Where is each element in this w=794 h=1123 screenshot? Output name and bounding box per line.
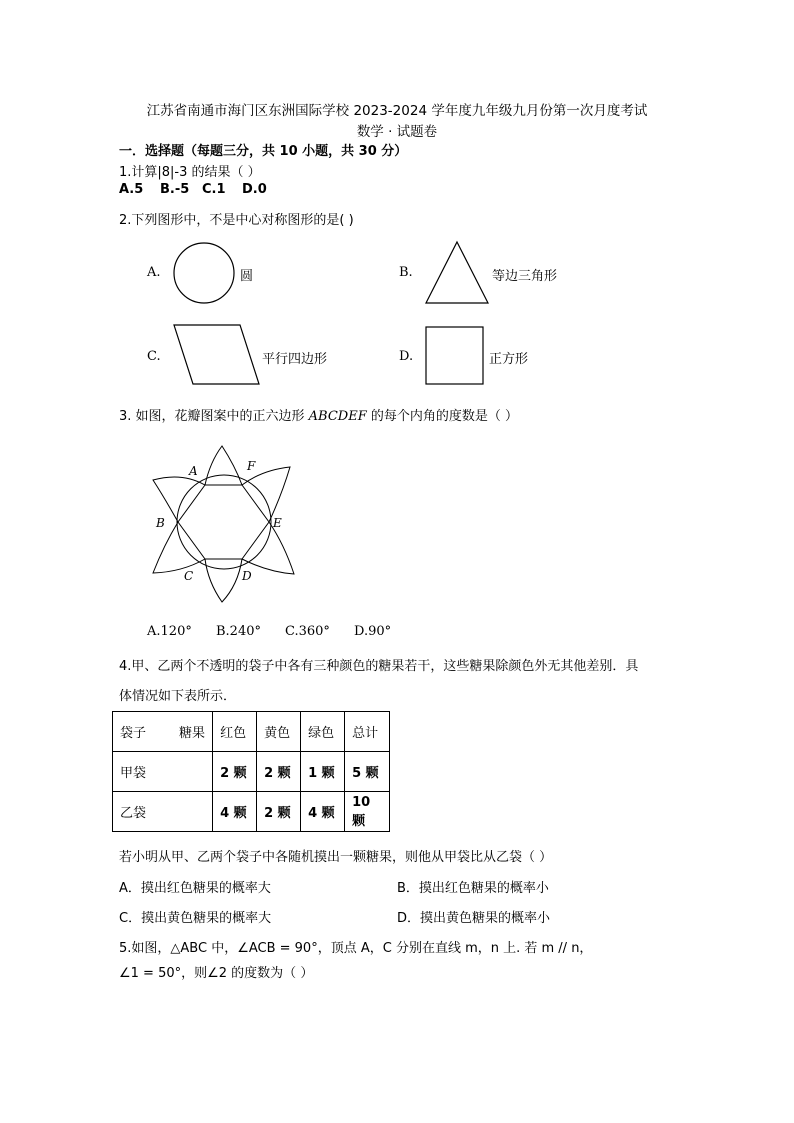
q2-option-b-label: 等边三角形 bbox=[492, 269, 558, 284]
q3-option-d: D.90° bbox=[354, 624, 392, 639]
q4-option-b: B．摸出红色糖果的概率小 bbox=[397, 881, 549, 896]
q2-option-c-letter: C. bbox=[147, 349, 161, 364]
q2-option-a-label: 圆 bbox=[240, 269, 254, 284]
q1-option-b: B.-5 bbox=[160, 182, 190, 197]
q2-option-b-letter: B. bbox=[399, 265, 413, 280]
table-cell: 10 颗 bbox=[345, 792, 390, 832]
q4-option-a: A．摸出红色糖果的概率大 bbox=[119, 881, 271, 896]
exam-subtitle: 数学 · 试题卷 bbox=[356, 124, 438, 140]
q1-option-c: C.1 bbox=[202, 182, 226, 197]
q1-stem: 1.计算|8|-3 的结果（ ） bbox=[119, 165, 261, 180]
q3-stem-suffix: 的每个内角的度数是（ ） bbox=[366, 409, 518, 424]
table-header-cell: 红色 bbox=[213, 712, 257, 752]
q3-stem-prefix: 3. 如图，花瓣图案中的正六边形 bbox=[119, 409, 309, 424]
table-cell: 甲袋 bbox=[113, 752, 213, 792]
q5-line2: ∠1 = 50°，则∠2 的度数为（ ） bbox=[119, 966, 314, 981]
q1-option-a: A.5 bbox=[119, 182, 144, 197]
q4-option-c: C．摸出黄色糖果的概率大 bbox=[119, 911, 272, 926]
table-cell: 4 颗 bbox=[213, 792, 257, 832]
table-header-row bbox=[113, 712, 390, 752]
table-cell: 2 颗 bbox=[257, 752, 301, 792]
table-row bbox=[113, 752, 390, 792]
vertex-label-b: B bbox=[156, 516, 165, 530]
vertex-label-d: D bbox=[242, 569, 252, 583]
table-cell: 5 颗 bbox=[345, 752, 390, 792]
q3-option-b: B.240° bbox=[216, 624, 261, 639]
q4-stem-line2: 体情况如下表所示． bbox=[119, 689, 237, 704]
table-cell: 1 颗 bbox=[301, 752, 345, 792]
q4-stem-line1: 4.甲、乙两个不透明的袋子中各有三种颜色的糖果若干，这些糖果除颜色外无其他差别．具 bbox=[119, 659, 639, 674]
vertex-label-a: A bbox=[189, 464, 198, 478]
vertex-label-e: E bbox=[273, 516, 282, 530]
candy-table bbox=[112, 711, 390, 832]
q2-option-d-label: 正方形 bbox=[489, 352, 529, 367]
q2-option-a-letter: A. bbox=[147, 265, 161, 280]
exam-title: 江苏省南通市海门区东洲国际学校 2023-2024 学年度九年级九月份第一次月度考试 bbox=[146, 103, 648, 119]
table-cell: 2 颗 bbox=[213, 752, 257, 792]
vertex-label-c: C bbox=[184, 569, 194, 583]
table-cell: 乙袋 bbox=[113, 792, 213, 832]
table-header-cell: 袋子 糖果 bbox=[113, 712, 213, 752]
vertex-label-f: F bbox=[247, 459, 256, 473]
q5-line1: 5.如图，△ABC 中，∠ACB = 90°，顶点 A，C 分别在直线 m，n 上. 若 m // n， bbox=[119, 941, 593, 956]
table-cell: 4 颗 bbox=[301, 792, 345, 832]
table-header-cell: 黄色 bbox=[257, 712, 301, 752]
q1-option-d: D.0 bbox=[242, 182, 267, 197]
q3-option-c: C.360° bbox=[285, 624, 330, 639]
table-row bbox=[113, 792, 390, 832]
table-header-cell: 绿色 bbox=[301, 712, 345, 752]
table-cell: 2 颗 bbox=[257, 792, 301, 832]
table-header-cell: 总计 bbox=[345, 712, 390, 752]
q2-stem: 2.下列图形中，不是中心对称图形的是( ) bbox=[119, 213, 354, 228]
q3-option-a: A.120° bbox=[147, 624, 192, 639]
q4-question: 若小明从甲、乙两个袋子中各随机摸出一颗糖果，则他从甲袋比从乙袋（ ） bbox=[119, 850, 553, 865]
q2-option-c-label: 平行四边形 bbox=[262, 352, 328, 367]
q2-option-d-letter: D. bbox=[399, 349, 414, 364]
q3-hexagon-name: ABCDEF bbox=[308, 409, 367, 424]
q4-option-d: D．摸出黄色糖果的概率小 bbox=[397, 911, 551, 926]
section-heading: 一．选择题（每题三分，共 10 小题，共 30 分） bbox=[119, 144, 408, 159]
